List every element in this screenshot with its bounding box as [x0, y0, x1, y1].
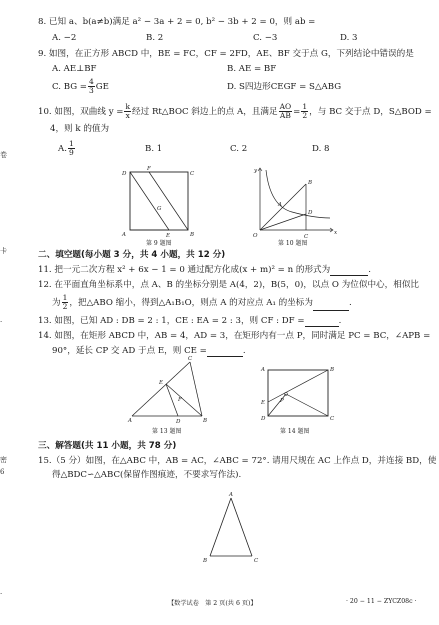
fig9-label-c: C: [190, 171, 195, 177]
q10-frac-num: k: [125, 102, 131, 111]
fig10-label-o: O: [253, 233, 258, 239]
fig10-label-c: C: [304, 234, 309, 240]
fig14-label-d: D: [261, 416, 266, 422]
fig9-label-a: A: [122, 232, 126, 238]
q8-option-d: D. 3: [340, 33, 358, 43]
q9-option-b: B. AE = BF: [227, 64, 277, 74]
q12-answer-blank[interactable]: [313, 310, 349, 311]
fig14-label-e: E: [261, 400, 266, 406]
q10-stem-line2: 4，则 k 的值为: [50, 124, 110, 134]
q12-frac-den: 2: [62, 302, 68, 311]
q12-line2: 为 $\frac{1}{2}$ ，把△ABO 缩小，得到△A₁B₁O，则点 A 的对应点 A₁ 的坐标为 .: [52, 293, 352, 311]
fig13-label-f: F: [178, 397, 182, 403]
q10-frac-num: 1: [302, 102, 308, 111]
q10-text: 经过 Rt△BOC 斜边上的点 A，且满足: [132, 107, 278, 117]
q9-stem: 9. 如图，在正方形 ABCD 中，BE = FC，CF = 2FD，AE、BF 交于点 G，下列结论中错误的是: [38, 49, 414, 59]
q9-c-fraction: [88, 78, 95, 95]
q10-stem-line1: [38, 103, 432, 120]
q8-option-a: A. −2: [52, 33, 77, 43]
q10-a-prefix: A.: [58, 144, 67, 154]
margin-mark: 卷: [0, 151, 7, 159]
q14-text: 90°，延长 CP 交 AD 于点 E，则 CE =: [52, 346, 207, 356]
fig9-caption: 第 9 题图: [146, 240, 172, 247]
fig13-label-c: C: [188, 356, 193, 362]
figure-15: [200, 492, 270, 566]
q10-frac-den: 2: [302, 111, 308, 120]
q11-stem: 11. 把一元二次方程 x² + 6x − 1 = 0 通过配方化成(x + m)² = n 的形式为 .: [38, 265, 371, 275]
q9-c-suffix: GE: [95, 82, 109, 92]
q14-answer-blank[interactable]: [207, 356, 243, 357]
q10-frac-num: AO: [279, 102, 292, 111]
section-solutions-title: 三、解答题(共 11 小题，共 78 分): [38, 441, 177, 451]
q10-a-fraction: [68, 140, 75, 157]
margin-mark: ·: [0, 318, 3, 326]
fig13-label-d: D: [176, 419, 181, 425]
q9-c-den: 3: [89, 86, 94, 95]
fig14-label-a: A: [261, 367, 265, 373]
q12-frac-num: 1: [62, 293, 68, 302]
q10-option-c: C. 2: [230, 144, 248, 154]
section-fill-in-title: 二、填空题(每小题 3 分，共 4 小题，共 12 分): [38, 250, 226, 260]
fig10-label-a: A: [278, 202, 282, 208]
page-footer-center: 【数学试卷 第 2 页(共 6 页)】: [168, 600, 257, 607]
q14-line2: 90°，延长 CP 交 AD 于点 E，则 CE = .: [52, 346, 246, 356]
margin-mark: ·: [0, 590, 3, 598]
q10-a-den: 9: [68, 148, 74, 157]
fig14-label-b: B: [330, 367, 335, 373]
q8-option-b: B. 2: [146, 33, 164, 43]
q11-text: 11. 把一元二次方程 x² + 6x − 1 = 0 通过配方化成(x + m)² = n 的形式为: [38, 265, 331, 275]
fig14-label-p: P: [280, 398, 284, 404]
q15-line1: 15.（5 分）如图，在△ABC 中，AB = AC，∠ABC = 72°. 请用尺规在 AC 上作点 D，并连接 BD，使: [38, 456, 437, 466]
fig9-label-d: D: [122, 171, 127, 177]
fig9-label-g: G: [157, 206, 162, 212]
figure-9: [120, 166, 200, 238]
q10-option-a: [58, 140, 76, 157]
fig10-caption: 第 10 题图: [278, 240, 308, 247]
fig10-label-x: x: [334, 230, 338, 236]
q13-stem: 13. 如图，已知 AD : DB = 2 : 1，CE : EA = 2 : 3，则 CF : DF = .: [38, 316, 342, 326]
margin-mark: 6: [0, 468, 5, 476]
fig14-label-c: C: [330, 416, 335, 422]
q10-frac-den: x: [125, 111, 130, 120]
fig14-caption: 第 14 题图: [280, 428, 310, 435]
q11-answer-blank[interactable]: [330, 275, 368, 276]
q9-option-c: [52, 78, 109, 95]
q13-text: 13. 如图，已知 AD : DB = 2 : 1，CE : EA = 2 : 3，则 CF : DF =: [38, 316, 305, 326]
fig13-label-e: E: [159, 380, 164, 386]
figure-13: [128, 356, 208, 425]
q8-option-c: C. −3: [253, 33, 278, 43]
page-footer-code: · 20 − 11 − ZYCZ08c ·: [346, 598, 417, 605]
fig9-label-e: E: [166, 233, 171, 239]
q10-frac-ao-ab: [279, 103, 293, 120]
q10-frac-half: [301, 103, 308, 120]
q10-option-b: B. 1: [145, 144, 163, 154]
margin-mark: 卡: [0, 247, 7, 255]
q10-option-d: D. 8: [312, 144, 330, 154]
q9-option-a: A. AE⊥BF: [52, 64, 97, 74]
q10-frac-k-x: [124, 103, 131, 120]
fig15-label-b: B: [203, 558, 208, 564]
q8-stem: 8. 已知 a、b(a≠b)满足 a² − 3a + 2 = 0, b² − 3b + 2 = 0，则 ab =: [38, 17, 316, 27]
q9-c-prefix: C. BG =: [52, 82, 88, 92]
fig9-label-f: F: [147, 166, 151, 172]
fig13-caption: 第 13 题图: [152, 428, 182, 435]
q12-line1: 12. 在平面直角坐标系中，点 A、B 的坐标分别是 A(4，2)，B(5，0)，以点 O 为位似中心，相似比: [38, 280, 420, 290]
q9-option-d: D. S四边形CEGF = S△ABG: [227, 82, 342, 92]
q12-text: 为: [52, 298, 61, 308]
fig10-label-y: y: [254, 168, 258, 174]
fig13-label-a: A: [128, 418, 132, 424]
fig15-label-c: C: [254, 558, 259, 564]
q10-text: ，与 BC 交于点 D，S△BOD =: [309, 107, 432, 117]
q9-c-num: 4: [89, 77, 94, 86]
q12-text: ，把△ABO 缩小，得到△A₁B₁O，则点 A 的对应点 A₁ 的坐标为: [69, 298, 313, 308]
margin-mark: 密: [0, 456, 7, 464]
q12-fraction: [62, 294, 69, 311]
q15-line2: 得△BDC∽△ABC(保留作图痕迹，不要求写作法).: [52, 470, 242, 480]
q10-text: 10. 如图，双曲线 y =: [38, 107, 124, 117]
fig13-label-b: B: [203, 418, 208, 424]
figure-14: [258, 362, 338, 420]
figure-10: [252, 166, 342, 238]
q10-a-num: 1: [68, 139, 74, 148]
q14-line1: 14. 如图，在矩形 ABCD 中，AB = 4，AD = 3，在矩形内有一点 P，同时满足 PC = BC，∠APB =: [38, 331, 431, 341]
fig15-label-a: A: [229, 492, 233, 498]
q10-text: =: [293, 107, 301, 117]
fig10-label-b: B: [308, 180, 313, 186]
fig9-label-b: B: [190, 232, 195, 238]
q13-answer-blank[interactable]: [305, 326, 339, 327]
q10-frac-den: AB: [279, 111, 291, 120]
fig10-label-d: D: [308, 210, 313, 216]
